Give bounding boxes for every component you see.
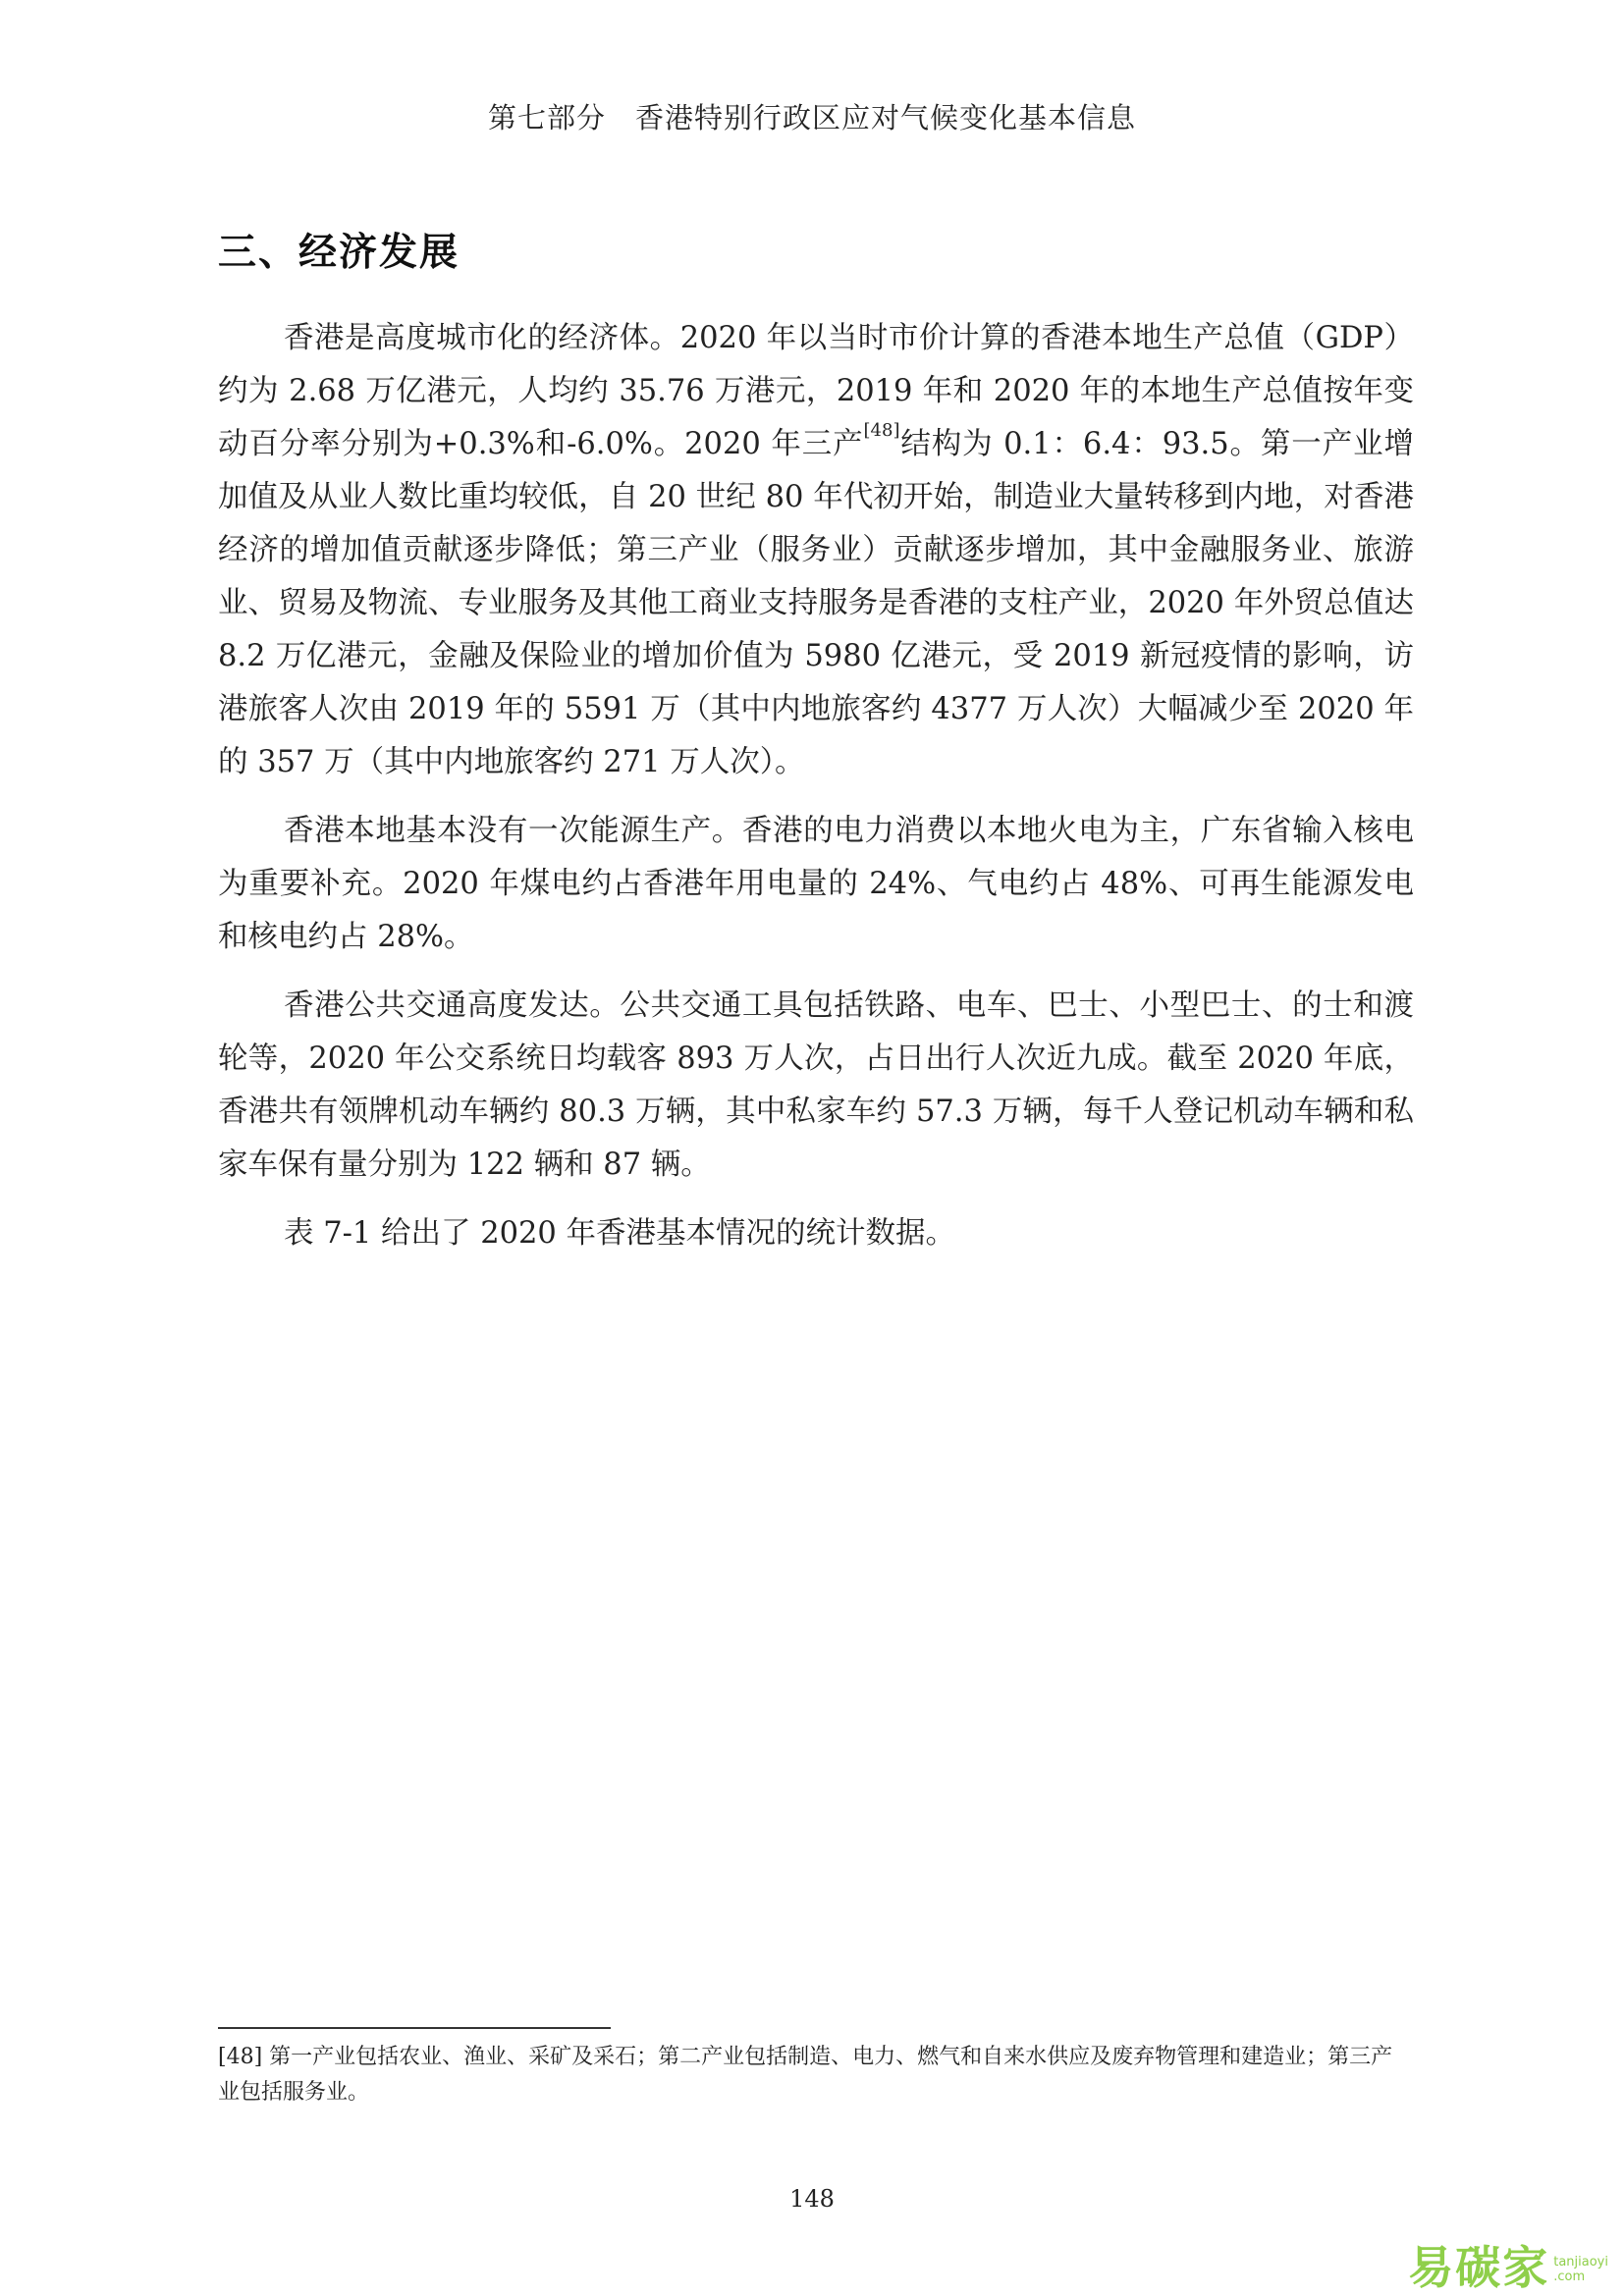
paragraph-economy-part1: 香港是高度城市化的经济体。2020 年以当时市价计算的香港本地生产总值（GDP）约为 2.68 万亿港元，人均约 35.76 万港元，2019 年和 2020 年的本地生产总值按年变动百分率分别为+0.3%和-6.0%。2020 年三产 xyxy=(218,321,1414,461)
watermark-site-line2: .com xyxy=(1553,2269,1586,2284)
paragraph-energy: 香港本地基本没有一次能源生产。香港的电力消费以本地火电为主，广东省输入核电为重要补充。2020 年煤电约占香港年用电量的 24%、气电约占 48%、可再生能源发电和核电约占 28%。 xyxy=(218,814,1414,954)
running-header: 第七部分 香港特别行政区应对气候变化基本信息 xyxy=(487,101,1136,134)
watermark-logo: 易碳家 xyxy=(1408,2241,1550,2294)
footnote-ref-48[interactable]: [48] xyxy=(863,420,900,441)
footnote-rule xyxy=(218,2027,611,2029)
watermark xyxy=(1408,2241,1608,2294)
paragraph-economy-part2: 结构为 0.1：6.4：93.5。第一产业增加值及从业人数比重均较低，自 20 世纪 80 年代初开始，制造业大量转移到内地，对香港经济的增加值贡献逐步降低；第三产业（服务业）贡献逐步增加，其中金融服务业、旅游业、贸易及物流、专业服务及其他工商业支持服务是香港的支柱产业，2020 年外贸总值达 8.2 万亿港元，金融及保险业的增加价值为 5980 亿港元，受 2019 新冠疫情的影响，访港旅客人次由 2019 年的 5591 万（其中内地旅客约 4377 万人次）大幅减少至 2020 年的 357 万（其中内地旅客约 271 万人次）。 xyxy=(218,427,1415,779)
watermark-site xyxy=(1553,2255,1608,2284)
section-title: 三、经济发展 xyxy=(218,231,460,275)
page-number: 148 xyxy=(789,2185,835,2213)
paragraph-table-ref: 表 7-1 给出了 2020 年香港基本情况的统计数据。 xyxy=(284,1216,956,1251)
watermark-site-line1: tanjiaoyi xyxy=(1553,2255,1608,2269)
footnote-48: [48] 第一产业包括农业、渔业、采矿及采石；第二产业包括制造、电力、燃气和自来水供应及废弃物管理和建造业；第三产业包括服务业。 xyxy=(218,2045,1393,2105)
paragraph-transport: 香港公共交通高度发达。公共交通工具包括铁路、电车、巴士、小型巴士、的士和渡轮等，2020 年公交系统日均载客 893 万人次，占日出行人次近九成。截至 2020 年底，香港共有领牌机动车辆约 80.3 万辆，其中私家车约 57.3 万辆，每千人登记机动车辆和私家车保有量分别为 122 辆和 87 辆。 xyxy=(218,988,1414,1182)
body-text xyxy=(218,312,1414,1276)
paragraph-economy xyxy=(218,312,1414,789)
